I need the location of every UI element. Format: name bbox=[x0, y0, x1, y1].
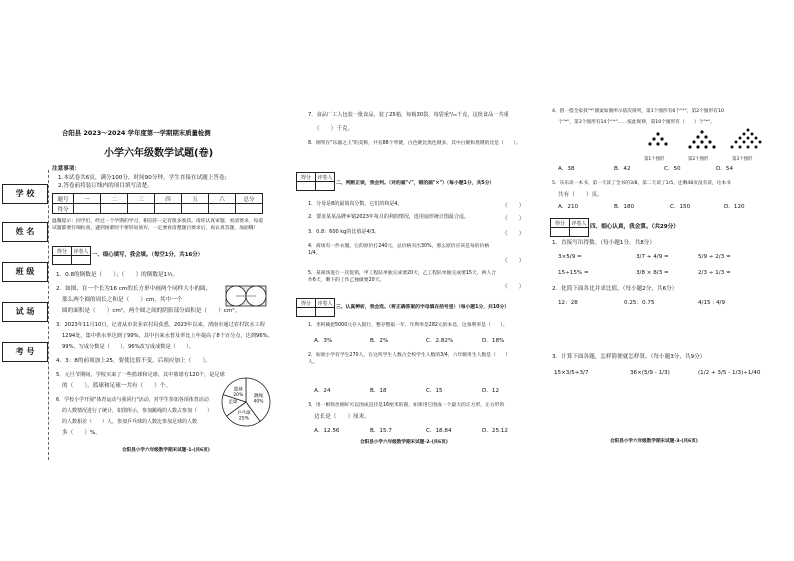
choice-2-opt-a[interactable]: A．24 bbox=[314, 388, 331, 394]
sub-2-heading: 2．化简下面各比并求比值。（每小题2分，共6分） bbox=[552, 286, 678, 292]
question-1-6d: 多（ ）%。 bbox=[62, 430, 101, 436]
pie-pct-0: 40% bbox=[253, 399, 264, 405]
choice-3-opt-d[interactable]: D．25.12 bbox=[482, 428, 508, 434]
grader-label: 评卷人 bbox=[317, 174, 333, 181]
figure-1-label: 第1个图形 bbox=[644, 157, 665, 162]
question-1-5a: 5．元旦节期间，学校买来了一些篮球和足球，其中篮球有120个，是足球 bbox=[56, 372, 225, 378]
calc-1[interactable]: 15×3/5+3/7 bbox=[554, 370, 589, 376]
pie-pct-1: 25% bbox=[238, 416, 249, 422]
score-header: 六 bbox=[209, 194, 236, 204]
question-1-2c: 圆的面积是（ ）cm²，两个圆之间的阴影部分面积是（ ）cm²。 bbox=[62, 308, 241, 314]
choice-5-opt-b[interactable]: B．180 bbox=[614, 204, 635, 210]
page-1-footer: 合阳县小学六年级数学期末试题-1-(共6页) bbox=[122, 448, 210, 453]
sub-3-heading: 3．计算下面各题，怎样简便就怎样算。（每小题3分，共9分） bbox=[552, 354, 706, 360]
choice-1-opt-a[interactable]: A．3% bbox=[314, 338, 333, 344]
score-cell[interactable] bbox=[236, 204, 263, 214]
notice-line-2: 2.答卷前将装订线内的项目填写清楚。 bbox=[58, 183, 153, 189]
choice-3-opt-b[interactable]: B．15.7 bbox=[370, 428, 392, 434]
section-2-heading: 二、判断正误，我会判。（对的画"√"，错的画"×"）（每小题1分，共5分） bbox=[336, 181, 495, 186]
section-4-heading: 四、细心认真，我会算。（共29分） bbox=[590, 224, 679, 230]
two-circles-figure bbox=[225, 284, 267, 308]
section-1-score-box bbox=[52, 246, 91, 265]
figure-2-label: 第2个图形 bbox=[688, 157, 709, 162]
choice-4-opt-b[interactable]: B．42 bbox=[614, 166, 631, 172]
question-1-2b: 那么两个圆的周长之和是（ ）cm，其中一个 bbox=[62, 297, 183, 303]
choice-3a: 3．用一根铁丝刚好可以围成直径是16厘米的圆，如果用它围成一个最大的正方形，正方形的 bbox=[308, 403, 505, 408]
score-cell[interactable] bbox=[316, 182, 335, 191]
pie-label-0: 跳绳 bbox=[254, 393, 264, 399]
question-1-6a: 6．学校小学开展"体育运动与我同行"活动，对学生参加各项体育活动 bbox=[56, 397, 209, 403]
score-cell[interactable] bbox=[551, 228, 570, 237]
pie-label-3: 篮球 bbox=[233, 387, 243, 393]
choice-5a: 5．乐乐读一本书，第一天读了全书的3/8，第二天读了1/5，还剩48页没有读，这本书 bbox=[552, 181, 731, 186]
sidebar-school[interactable]: 学 校 bbox=[2, 184, 48, 204]
sidebar-exam-number[interactable]: 考 号 bbox=[2, 342, 48, 362]
score-label: 得分 bbox=[297, 299, 316, 308]
calc-2[interactable]: 36×(5/9 - 1/3) bbox=[630, 370, 670, 376]
judge-3: 3．0.8：600 kg的比值是4/3。 bbox=[308, 229, 380, 235]
choice-3-opt-a[interactable]: A．12.56 bbox=[314, 428, 340, 434]
choice-4b: 个"*"，第3个图形有14个"*"……按此规律，第10个图形有（ ）个"*"。 bbox=[558, 120, 715, 125]
calc-3[interactable]: (1/2 + 3/5 - 1/3)÷1/40 bbox=[698, 370, 761, 376]
sidebar-exam-room[interactable]: 试 场 bbox=[2, 302, 48, 322]
question-1-8: 8．钢琴在"乐器之王"的美称，共有88个琴键，白色键比黑色键多，其中白键和黑键的比是（ ）。 bbox=[308, 141, 521, 146]
judge-4: 4．商场有一件衣服，它的原价打240元，总价格卖出30%，那么原价应该是每的价格1/4。 bbox=[308, 244, 490, 256]
reminder-text: 温馨提示：同学们，经过一个学期的学习，相信你一定有很多收获。请你认真审题，看清要求，每道试题都要仔细检查，遇到困难时不要轻易放弃，一定要看清楚题目要求后，再认真答题，加油哦！ bbox=[52, 219, 264, 231]
direct-calc-2[interactable]: 3/7 + 4/9 = bbox=[636, 254, 669, 260]
judge-5: 5．某商场进行一次促销，甲工程队单独完成要20天，乙工程队单独完成要15天，两人合作6天，剩下的工作乙独做要20天。 bbox=[308, 271, 496, 283]
choice-3-opt-c[interactable]: C．18.84 bbox=[426, 428, 452, 434]
score-cell[interactable] bbox=[297, 182, 316, 191]
question-1-3a: 3．2023年11月10日，记者从市农业农村局获悉，2023年以来，渭南市通过农村饮水工程 bbox=[56, 322, 265, 328]
choice-1-opt-d[interactable]: D．18% bbox=[482, 338, 505, 344]
question-1-6c: 的人数相差（ ）人，参加乒乓球的人数比参加足球的人数 bbox=[62, 419, 198, 425]
pie-label-1: 乒乓球 bbox=[237, 411, 251, 417]
score-cell[interactable] bbox=[316, 308, 335, 317]
score-cell[interactable] bbox=[570, 228, 589, 237]
ratio-2[interactable]: 0.25：0.75 bbox=[624, 300, 655, 306]
score-cell[interactable] bbox=[297, 308, 316, 317]
direct-calc-1[interactable]: 3×5/9 = bbox=[558, 254, 582, 260]
exam-subject: 小学六年级数学试题(卷) bbox=[104, 148, 214, 159]
section-2-score-box bbox=[296, 172, 335, 191]
score-cell[interactable] bbox=[72, 256, 91, 265]
choice-1-opt-c[interactable]: C．2.82% bbox=[426, 338, 454, 344]
score-table bbox=[52, 193, 263, 214]
score-header: 三 bbox=[128, 194, 155, 204]
direct-calc-6[interactable]: 2/3 ÷ 1/3 = bbox=[698, 270, 731, 276]
sidebar-name[interactable]: 姓 名 bbox=[2, 222, 48, 242]
question-1-2a: 2．如图，在一个长为16 cm的长方形中画两个同样大小的圆， bbox=[56, 286, 212, 292]
sports-pie-chart bbox=[220, 376, 272, 428]
score-cell[interactable] bbox=[209, 204, 236, 214]
choice-5-opt-c[interactable]: C．150 bbox=[670, 204, 691, 210]
direct-calc-3[interactable]: 5/9 ÷ 2/3 = bbox=[698, 254, 731, 260]
question-1-3c: 99%，写成分数是（ ），96%改写成成数是（ ）。 bbox=[62, 344, 194, 350]
judge-2-answer[interactable]: （ ） bbox=[502, 216, 525, 222]
page-3-footer: 合阳县小学六年级数学期末试题-3-(共6页) bbox=[610, 439, 698, 444]
score-label: 得分 bbox=[297, 173, 316, 182]
binding-line bbox=[48, 170, 49, 460]
choice-1-opt-b[interactable]: B．2% bbox=[370, 338, 389, 344]
choice-2: 2．如果小学有学生270人，在这所学生人数占全校学生人数的3/4，六年级男生人数是（ ）人。 bbox=[308, 353, 511, 365]
section-1-heading: 一、细心填写，我会填。（每空1分，共16分） bbox=[92, 252, 203, 258]
page-1 bbox=[0, 0, 273, 561]
choice-2-opt-c[interactable]: C．15 bbox=[426, 388, 443, 394]
choice-2-opt-d[interactable]: D．12 bbox=[482, 388, 500, 394]
score-cell[interactable] bbox=[101, 204, 128, 214]
judge-4-answer[interactable]: （ ） bbox=[502, 258, 525, 264]
score-header: 四 bbox=[155, 194, 182, 204]
question-1-3b: 1294处，集中供水率达到了99%，其中自来水普及率比上年提高了8个百分点，达到96%。 bbox=[62, 333, 273, 339]
score-label: 得分 bbox=[53, 247, 72, 256]
pie-pct-3: 20% bbox=[233, 392, 244, 398]
choice-4-opt-d[interactable]: D．54 bbox=[716, 166, 734, 172]
choice-3b: 边长是（ ）厘米。 bbox=[314, 414, 370, 420]
score-header: 一 bbox=[74, 194, 101, 204]
grader-label: 评卷人 bbox=[73, 248, 89, 255]
score-cell[interactable] bbox=[128, 204, 155, 214]
score-header: 五 bbox=[182, 194, 209, 204]
score-row-label: 得分 bbox=[53, 204, 74, 214]
grader-label: 评卷人 bbox=[317, 300, 333, 307]
score-cell[interactable] bbox=[155, 204, 182, 214]
choice-4-opt-c[interactable]: C．50 bbox=[664, 166, 681, 172]
score-cell[interactable] bbox=[74, 204, 101, 214]
choice-5-opt-d[interactable]: D．120 bbox=[724, 204, 745, 210]
judge-5-answer[interactable]: （ ） bbox=[502, 284, 525, 290]
judge-1-answer[interactable]: （ ） bbox=[502, 203, 525, 209]
section-4-score-box bbox=[550, 218, 589, 237]
page-2 bbox=[290, 0, 540, 561]
notice-header: 注意事项： bbox=[52, 166, 80, 172]
direct-calc-5[interactable]: 3/8 × 8/3 = bbox=[636, 270, 669, 276]
score-header: 二 bbox=[101, 194, 128, 204]
choice-1: 1．李阿姨把5000元存入银行，整存整取一年，年利率是282元的本息，这条利率是（ ）。 bbox=[308, 323, 508, 328]
grader-label: 评卷人 bbox=[571, 220, 587, 227]
exam-title: 合阳县 2023～2024 学年度第一学期期末质量检测 bbox=[62, 129, 211, 137]
score-header: 题号 bbox=[53, 194, 74, 204]
score-label: 得分 bbox=[551, 219, 570, 228]
question-1-1: 1．0.8的倒数是（ ）；（ ）的倒数是1½。 bbox=[56, 272, 179, 278]
choice-5-opt-a[interactable]: A．210 bbox=[558, 204, 579, 210]
section-3-score-box bbox=[296, 298, 335, 317]
page-2-footer: 合阳县小学六年级数学期末试题-2-(共6页) bbox=[360, 440, 448, 445]
choice-4a: 4．搭一搭全家找"*"图案如图所示依次排列，第1个图形有6个"*"，第2个图形有10 bbox=[552, 109, 724, 114]
score-cell[interactable] bbox=[53, 256, 72, 265]
ratio-3[interactable]: 4/15 : 4/9 bbox=[698, 300, 726, 306]
direct-calc-4[interactable]: 15÷15% = bbox=[558, 270, 589, 276]
question-1-4: 4．3：8的前项加上25，要使比值不变，后项应加上（ ）。 bbox=[56, 358, 211, 364]
judge-3-answer[interactable]: （ ） bbox=[502, 231, 525, 237]
judge-2: 2．要求某某品牌乡镇2023年每月的利润情况，选用扇形统计图最合适。 bbox=[308, 214, 469, 220]
question-1-7b: （ ）千克。 bbox=[314, 126, 354, 132]
section-3-heading: 三、认真辨析，我会选。（将正确答案的字母填在括号里）（每小题1分，共10分） bbox=[336, 305, 510, 310]
sub-1-heading: 1．直接写出得数。（每小题1分，共8分） bbox=[552, 240, 655, 246]
figure-3-label: 第3个图形 bbox=[732, 157, 753, 162]
choice-5b: 共有（ ）页。 bbox=[558, 192, 603, 198]
page-3 bbox=[548, 0, 794, 561]
choice-4-opt-a[interactable]: A．38 bbox=[558, 166, 575, 172]
sidebar-class[interactable]: 班 级 bbox=[2, 262, 48, 282]
pie-label-2: 足球 bbox=[228, 400, 238, 406]
judge-1: 1．分母是8的最简真分数，它们的和是4。 bbox=[308, 201, 403, 207]
score-header: 总分 bbox=[236, 194, 263, 204]
choice-2-opt-b[interactable]: B．18 bbox=[370, 388, 387, 394]
question-1-5b: 的（ ），篮球和足球一共有（ ）个。 bbox=[62, 383, 172, 389]
notice-line-1: 1.本试卷共6页，满分100分，时间90分钟，学生直接在试题上答卷； bbox=[58, 175, 231, 181]
score-cell[interactable] bbox=[182, 204, 209, 214]
ratio-1[interactable]: 12：28 bbox=[558, 300, 578, 306]
question-1-7: 7．食品厂工人包装一批食品，装了25箱，每箱30袋，每袋重⁴/₁₅千克，这批食品一共重 bbox=[308, 112, 509, 118]
question-1-6b: 的人数情况进行了统计，如图所示，参加跳绳的人数占参加（ ） bbox=[62, 408, 213, 414]
